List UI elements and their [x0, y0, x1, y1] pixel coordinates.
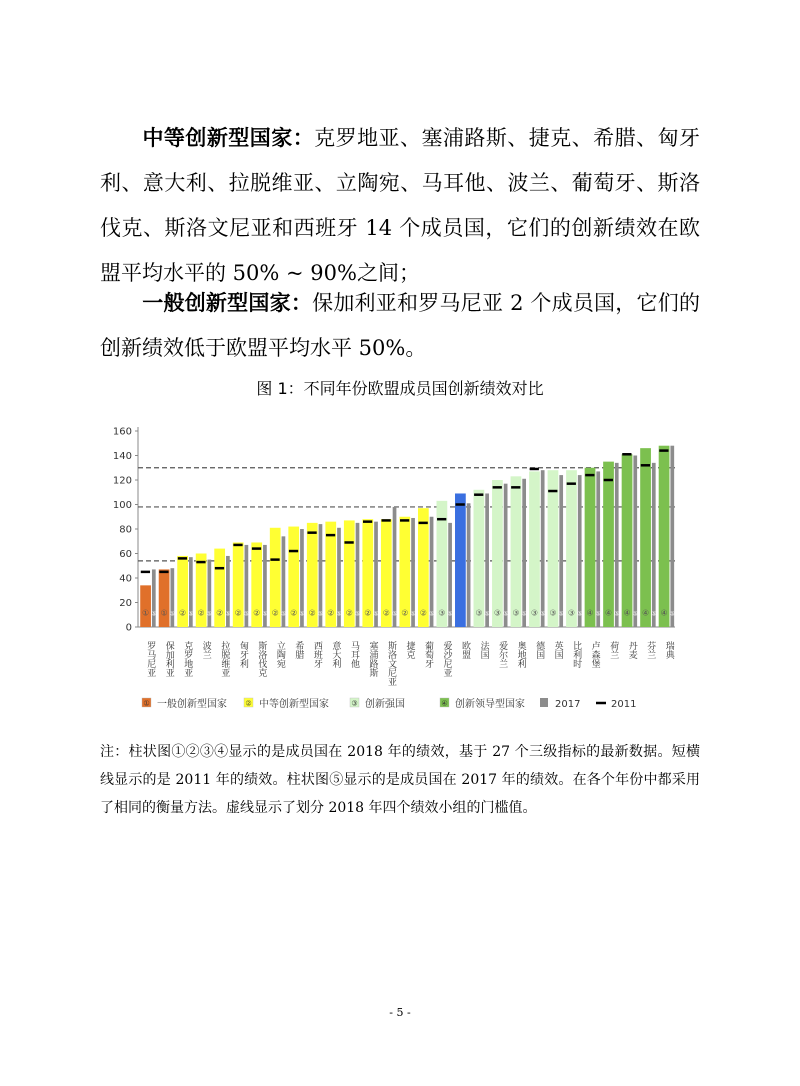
bar-group [251, 542, 267, 627]
legend-swatch [540, 698, 548, 707]
group-marker: ④ [623, 608, 631, 618]
legend-marker: ④ [441, 699, 448, 708]
bar-group [233, 542, 249, 627]
marker-2017: ⑤ [336, 610, 342, 618]
bar-2017 [504, 484, 508, 627]
group-marker: ① [160, 608, 168, 618]
bar-2017 [615, 463, 619, 627]
x-tick-label: 比利时 [571, 641, 582, 668]
bar-2017 [541, 470, 545, 627]
marker-2017: ⑤ [280, 610, 287, 618]
x-tick-label: 斯洛伐克 [256, 641, 267, 677]
group-marker: ② [327, 608, 335, 618]
paragraph-modest-innovators [100, 281, 700, 371]
group-marker: ③ [512, 608, 520, 618]
bar-group [196, 554, 212, 628]
legend-label: 一般创新型国家 [157, 699, 227, 710]
paragraph-moderate-innovators [100, 116, 700, 296]
legend-item [440, 697, 525, 710]
y-tick-label: 100 [112, 500, 132, 511]
group-marker: ① [142, 608, 150, 618]
bar-2017 [652, 463, 656, 627]
bar-2018 [566, 470, 577, 627]
group-marker: ② [401, 608, 409, 618]
marker-2017: ⑤ [558, 610, 564, 618]
legend-item [540, 698, 580, 710]
bar-group [659, 446, 675, 627]
marker-2017: ⑤ [169, 610, 176, 618]
x-tick-label: 波兰 [200, 641, 211, 659]
marker-2017: ⑤ [447, 610, 453, 618]
bar-2018 [585, 468, 596, 627]
bar-group [640, 448, 656, 627]
x-tick-label: 意大利 [330, 641, 341, 668]
x-tick-label: 塞浦路斯 [367, 641, 378, 677]
marker-2017: ⑤ [317, 610, 324, 618]
bar-2017 [152, 569, 156, 627]
group-marker: ② [308, 608, 316, 618]
bar-2018 [529, 471, 540, 627]
x-tick-label: 斯洛文尼亚 [385, 641, 396, 686]
bar-2018 [548, 470, 559, 627]
bar-2018 [603, 462, 614, 627]
bar-2017 [559, 475, 563, 627]
bar-group [436, 501, 452, 627]
group-marker: ② [253, 608, 261, 618]
x-tick-label: 西班牙 [311, 641, 322, 668]
bar-group [399, 517, 415, 627]
group-marker: ② [179, 608, 187, 618]
x-tick-label: 葡萄牙 [423, 641, 434, 668]
y-tick-label: 0 [125, 622, 132, 634]
marker-2017: ⑤ [391, 610, 398, 618]
legend-item [244, 697, 329, 710]
bar-group [344, 520, 360, 627]
paragraph-lead: 中等创新型国家： [142, 126, 315, 150]
legend-label: 中等创新型国家 [259, 699, 329, 710]
legend-item [142, 697, 227, 710]
group-marker: ② [290, 608, 298, 618]
bar-group [177, 556, 193, 627]
marker-2017: ⑤ [206, 610, 213, 618]
marker-2017: ⑤ [614, 610, 620, 618]
x-tick-label: 德国 [534, 641, 545, 659]
bar-group [418, 508, 434, 627]
bar-2017 [596, 471, 600, 627]
x-tick-label: 爱沙尼亚 [441, 641, 452, 677]
bar-group [603, 462, 619, 627]
x-tick-label: 法国 [478, 641, 489, 659]
group-marker: ④ [641, 608, 650, 618]
bar-group [325, 522, 341, 627]
x-tick-label: 捷克 [404, 641, 415, 659]
group-marker: ② [382, 608, 390, 618]
bar-2018 [640, 448, 651, 627]
bar-group [548, 470, 564, 627]
legend-item [596, 699, 636, 710]
page-number: - 5 - [389, 1006, 411, 1019]
figure-title: 图 1：不同年份欧盟成员国创新绩效对比 [256, 379, 544, 398]
paragraph-body: 克罗地亚、塞浦路斯、捷克、希腊、匈牙利、意大利、拉脱维亚、立陶宛、马耳他、波兰、葡萄牙、斯洛伐克、斯洛文尼亚和西班牙 14 个成员国，它们的创新绩效在欧盟平均水平的 50% ~ 90%之间； [100, 126, 701, 285]
x-tick-label: 爱尔兰 [497, 641, 508, 668]
x-tick-label: 丹麦 [626, 641, 637, 659]
bar-group [511, 476, 527, 627]
x-tick-label: 立陶宛 [274, 641, 285, 668]
bar-2018 [159, 569, 170, 627]
bar-group [381, 507, 397, 627]
y-tick-label: 140 [112, 451, 132, 462]
y-tick-label: 40 [119, 573, 132, 585]
group-marker: ② [234, 608, 242, 618]
legend-label: 2011 [611, 699, 637, 710]
legend-marker: ③ [351, 699, 358, 708]
marker-2017: ⑤ [502, 610, 509, 618]
legend-marker: ① [143, 699, 150, 708]
bar-group [214, 549, 230, 627]
y-tick-label: 80 [119, 524, 132, 536]
marker-2017: ⑤ [669, 610, 675, 618]
marker-2017: ⑤ [354, 610, 361, 618]
marker-2017: ⑤ [410, 610, 416, 618]
bar-2017 [578, 475, 582, 627]
innovation-performance-chart [100, 415, 700, 725]
bar-2017 [485, 493, 489, 627]
bar-2018 [622, 454, 633, 627]
bar-group [307, 523, 323, 627]
x-tick-label: 希腊 [293, 641, 304, 659]
bar-group [159, 568, 175, 627]
bar-2018 [659, 446, 670, 627]
bar-2017 [467, 503, 471, 627]
group-marker: ② [197, 608, 205, 618]
marker-2017: ⑤ [428, 610, 435, 618]
bar-2018 [492, 480, 503, 627]
bar-group [585, 468, 601, 627]
x-tick-label: 欧盟 [460, 641, 471, 659]
bar-group [566, 470, 582, 627]
bar-2018 [455, 493, 466, 627]
marker-2017: ⑤ [299, 610, 305, 618]
figure-note: 注：柱状图①②③④显示的是成员国在 2018 年的绩效，基于 27 个三级指标的最新数据。短横线显示的是 2011 年的绩效。柱状图⑤显示的是成员国在 2017 年的绩效。在各个年份中都采用了相同的衡量方法。虚线显示了划分 2018 年四个绩效小组的门槛值。 [100, 744, 700, 816]
x-tick-label: 马耳他 [348, 641, 359, 668]
group-marker: ② [271, 608, 279, 618]
x-tick-label: 荷兰 [608, 641, 619, 659]
bar-2017 [170, 568, 174, 627]
bar-2018 [511, 476, 522, 627]
group-marker: ③ [567, 608, 576, 618]
group-marker: ③ [475, 608, 483, 618]
legend [142, 697, 636, 710]
legend-marker: ② [245, 699, 252, 708]
marker-2017: ⑤ [521, 610, 527, 618]
group-marker: ② [419, 608, 427, 618]
bar-2017 [522, 479, 526, 627]
x-tick-label: 保加利亚 [163, 641, 174, 677]
marker-2017: ⑤ [632, 610, 638, 618]
marker-2017: ⑤ [188, 610, 194, 618]
bar-2017 [670, 446, 674, 627]
x-tick-label: 卢森堡 [589, 641, 600, 668]
legend-label: 2017 [555, 699, 581, 710]
bar-group [529, 469, 545, 627]
marker-2017: ⑤ [595, 610, 601, 618]
y-tick-label: 20 [119, 598, 132, 609]
bars [140, 446, 675, 627]
bar-2018 [474, 490, 485, 627]
marker-2017: ⑤ [484, 610, 490, 618]
marker-2017: ⑤ [651, 610, 657, 618]
group-marker: ③ [493, 608, 502, 618]
bar-2017 [393, 507, 397, 627]
group-marker: ④ [604, 608, 613, 618]
bar-group [270, 528, 286, 627]
bar-group [455, 493, 470, 627]
group-marker: ④ [586, 608, 594, 618]
group-marker: ③ [530, 608, 539, 618]
marker-2017: ⑤ [373, 610, 379, 618]
x-axis-labels [145, 640, 674, 686]
legend-label: 创新领导型国家 [455, 699, 525, 710]
x-tick-label: 瑞典 [663, 641, 674, 659]
bar-group [492, 480, 508, 627]
group-marker: ② [345, 608, 353, 618]
x-tick-label: 罗马尼亚 [145, 641, 156, 677]
group-marker: ③ [438, 608, 446, 618]
y-tick-label: 160 [112, 426, 132, 438]
bar-2017 [633, 456, 637, 628]
marker-2017: ⑤ [225, 610, 231, 618]
group-marker: ③ [549, 608, 557, 618]
x-tick-label: 芬兰 [645, 641, 656, 659]
marker-2017: ⑤ [262, 610, 268, 618]
bar-group [622, 454, 638, 627]
marker-2017: ⑤ [243, 610, 250, 618]
group-marker: ② [216, 608, 224, 618]
marker-2017: ⑤ [151, 610, 157, 618]
x-tick-label: 拉脱维亚 [219, 641, 230, 677]
y-tick-label: 60 [119, 549, 132, 560]
marker-2017: ⑤ [577, 610, 583, 618]
x-tick-label: 克罗地亚 [182, 641, 193, 677]
paragraph-body: 保加利亚和罗马尼亚 2 个成员国，它们的创新绩效低于欧盟平均水平 50%。 [100, 291, 700, 360]
y-tick-label: 120 [112, 475, 132, 487]
legend-label: 创新强国 [365, 699, 405, 710]
legend-item [350, 697, 405, 710]
bar-group [474, 490, 490, 627]
bar-group [362, 519, 378, 627]
x-tick-label: 英国 [552, 641, 563, 659]
paragraph-lead: 一般创新型国家： [142, 291, 313, 315]
bar-2018 [140, 585, 151, 627]
marker-2017: ⑤ [539, 610, 546, 618]
x-tick-label: 匈牙利 [237, 641, 248, 668]
group-marker: ② [364, 608, 372, 618]
group-marker: ④ [660, 608, 668, 618]
bar-group [140, 569, 156, 627]
x-tick-label: 奥地利 [515, 641, 526, 668]
bar-group [288, 527, 304, 627]
